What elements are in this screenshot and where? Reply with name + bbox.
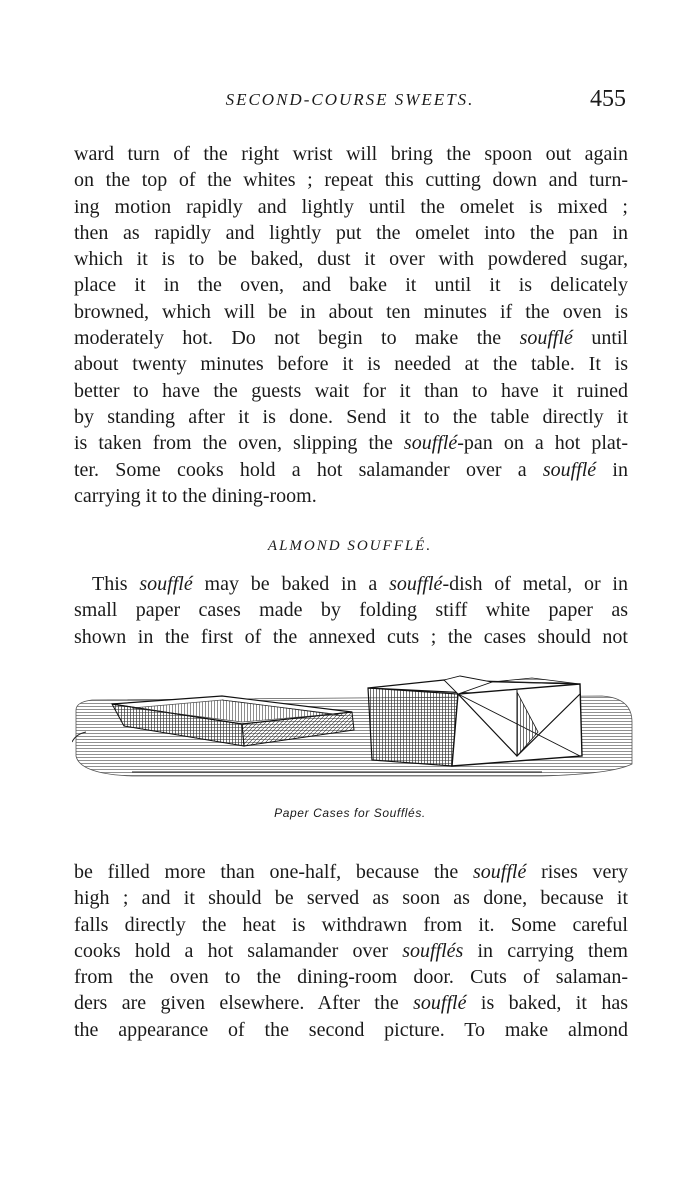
text-run: which it is to be baked, dust it over with powdered sugar,: [74, 248, 628, 271]
text-run: the appearance of the second picture. To make almond: [74, 1018, 628, 1041]
text-run: moderately hot. Do not begin to make the: [74, 327, 520, 350]
figure-caption: Paper Cases for Soufflés.: [274, 806, 426, 820]
text-line: [74, 990, 628, 1016]
text-run: until: [572, 327, 628, 350]
text-run: ter. Some cooks hold a hot salamander over a: [74, 458, 543, 481]
section-heading: ALMOND SOUFFLÉ.: [267, 538, 433, 554]
text-line: [74, 378, 628, 404]
box-paper-case: [368, 676, 582, 766]
text-run: ders are given elsewhere. After the: [74, 992, 414, 1015]
text-run: -pan on a hot plat-: [457, 432, 628, 455]
paragraph-3: [74, 859, 628, 1043]
text-run: on the top of the whites ; repeat this cutting down and turn-: [74, 169, 628, 192]
text-line: [74, 624, 628, 650]
text-line: [74, 571, 628, 597]
text-run: from the oven to the dining-room door. Cuts of salaman-: [74, 966, 628, 989]
paragraph-2: [74, 571, 628, 650]
text-run: by standing after it is done. Send it to the table directly it: [74, 405, 628, 428]
text-run: is taken from the oven, slipping the: [74, 432, 404, 455]
text-line: [74, 194, 628, 220]
paper-cases-illustration: [72, 672, 634, 780]
text-line: [74, 404, 628, 430]
text-run: then as rapidly and lightly put the omelet into the pan in: [74, 221, 628, 244]
text-line: [74, 246, 628, 272]
text-run: is baked, it has: [466, 992, 628, 1015]
text-run: place it in the oven, and bake it until it is delicately: [74, 274, 628, 297]
text-line: [74, 325, 628, 351]
text-line: [74, 351, 628, 377]
text-run: in: [596, 458, 628, 481]
text-line: [74, 141, 628, 167]
italic-term: soufflé: [403, 432, 458, 455]
text-run: rises very: [526, 861, 628, 883]
text-run: may be baked in a: [192, 573, 390, 595]
text-line: [74, 885, 628, 911]
text-run: high ; and it should be served as soon as done, because it: [74, 887, 628, 910]
text-run: -dish of metal, or in: [442, 573, 628, 595]
text-run: ward turn of the right wrist will bring the spoon out again: [74, 143, 628, 165]
text-run: be filled more than one-half, because the: [74, 861, 474, 883]
text-run: cooks hold a hot salamander over: [74, 939, 403, 962]
text-run: carrying it to the dining-room.: [74, 484, 317, 507]
text-line: [74, 483, 628, 509]
text-run: falls directly the heat is withdrawn from it. Some careful: [74, 913, 628, 936]
italic-term: soufflé: [413, 992, 467, 1015]
text-line: [74, 457, 628, 483]
text-run: in carrying them: [463, 939, 628, 962]
paragraph-1: [74, 141, 628, 509]
text-run: better to have the guests wait for it than to have it ruined: [74, 379, 628, 402]
page-number: 455: [590, 86, 626, 112]
italic-term: soufflé: [389, 573, 443, 595]
text-line: [74, 597, 628, 623]
text-line: [74, 964, 628, 990]
text-run: ing motion rapidly and lightly until the omelet is mixed ;: [74, 195, 628, 218]
engraving: [72, 672, 634, 780]
running-head: SECOND-COURSE SWEETS.: [225, 90, 475, 109]
text-line: [74, 1017, 628, 1043]
text-run: shown in the first of the annexed cuts ; the cases should not: [74, 625, 628, 648]
text-line: [74, 272, 628, 298]
text-run: small paper cases made by folding stiff white paper as: [74, 599, 628, 622]
text-line: [74, 220, 628, 246]
italic-term: soufflé: [473, 861, 527, 883]
italic-term: soufflé: [519, 327, 573, 350]
text-run: browned, which will be in about ten minutes if the oven is: [74, 300, 628, 323]
text-line: [74, 299, 628, 325]
text-run: This: [92, 573, 140, 595]
text-line: [74, 859, 628, 885]
italic-term: soufflés: [402, 939, 464, 962]
text-line: [74, 912, 628, 938]
italic-term: soufflé: [139, 573, 193, 595]
page-header: [0, 86, 700, 120]
text-line: [74, 938, 628, 964]
text-line: [74, 167, 628, 193]
text-run: about twenty minutes before it is needed at the table. It is: [74, 353, 628, 376]
italic-term: soufflé: [542, 458, 597, 481]
text-line: [74, 430, 628, 456]
